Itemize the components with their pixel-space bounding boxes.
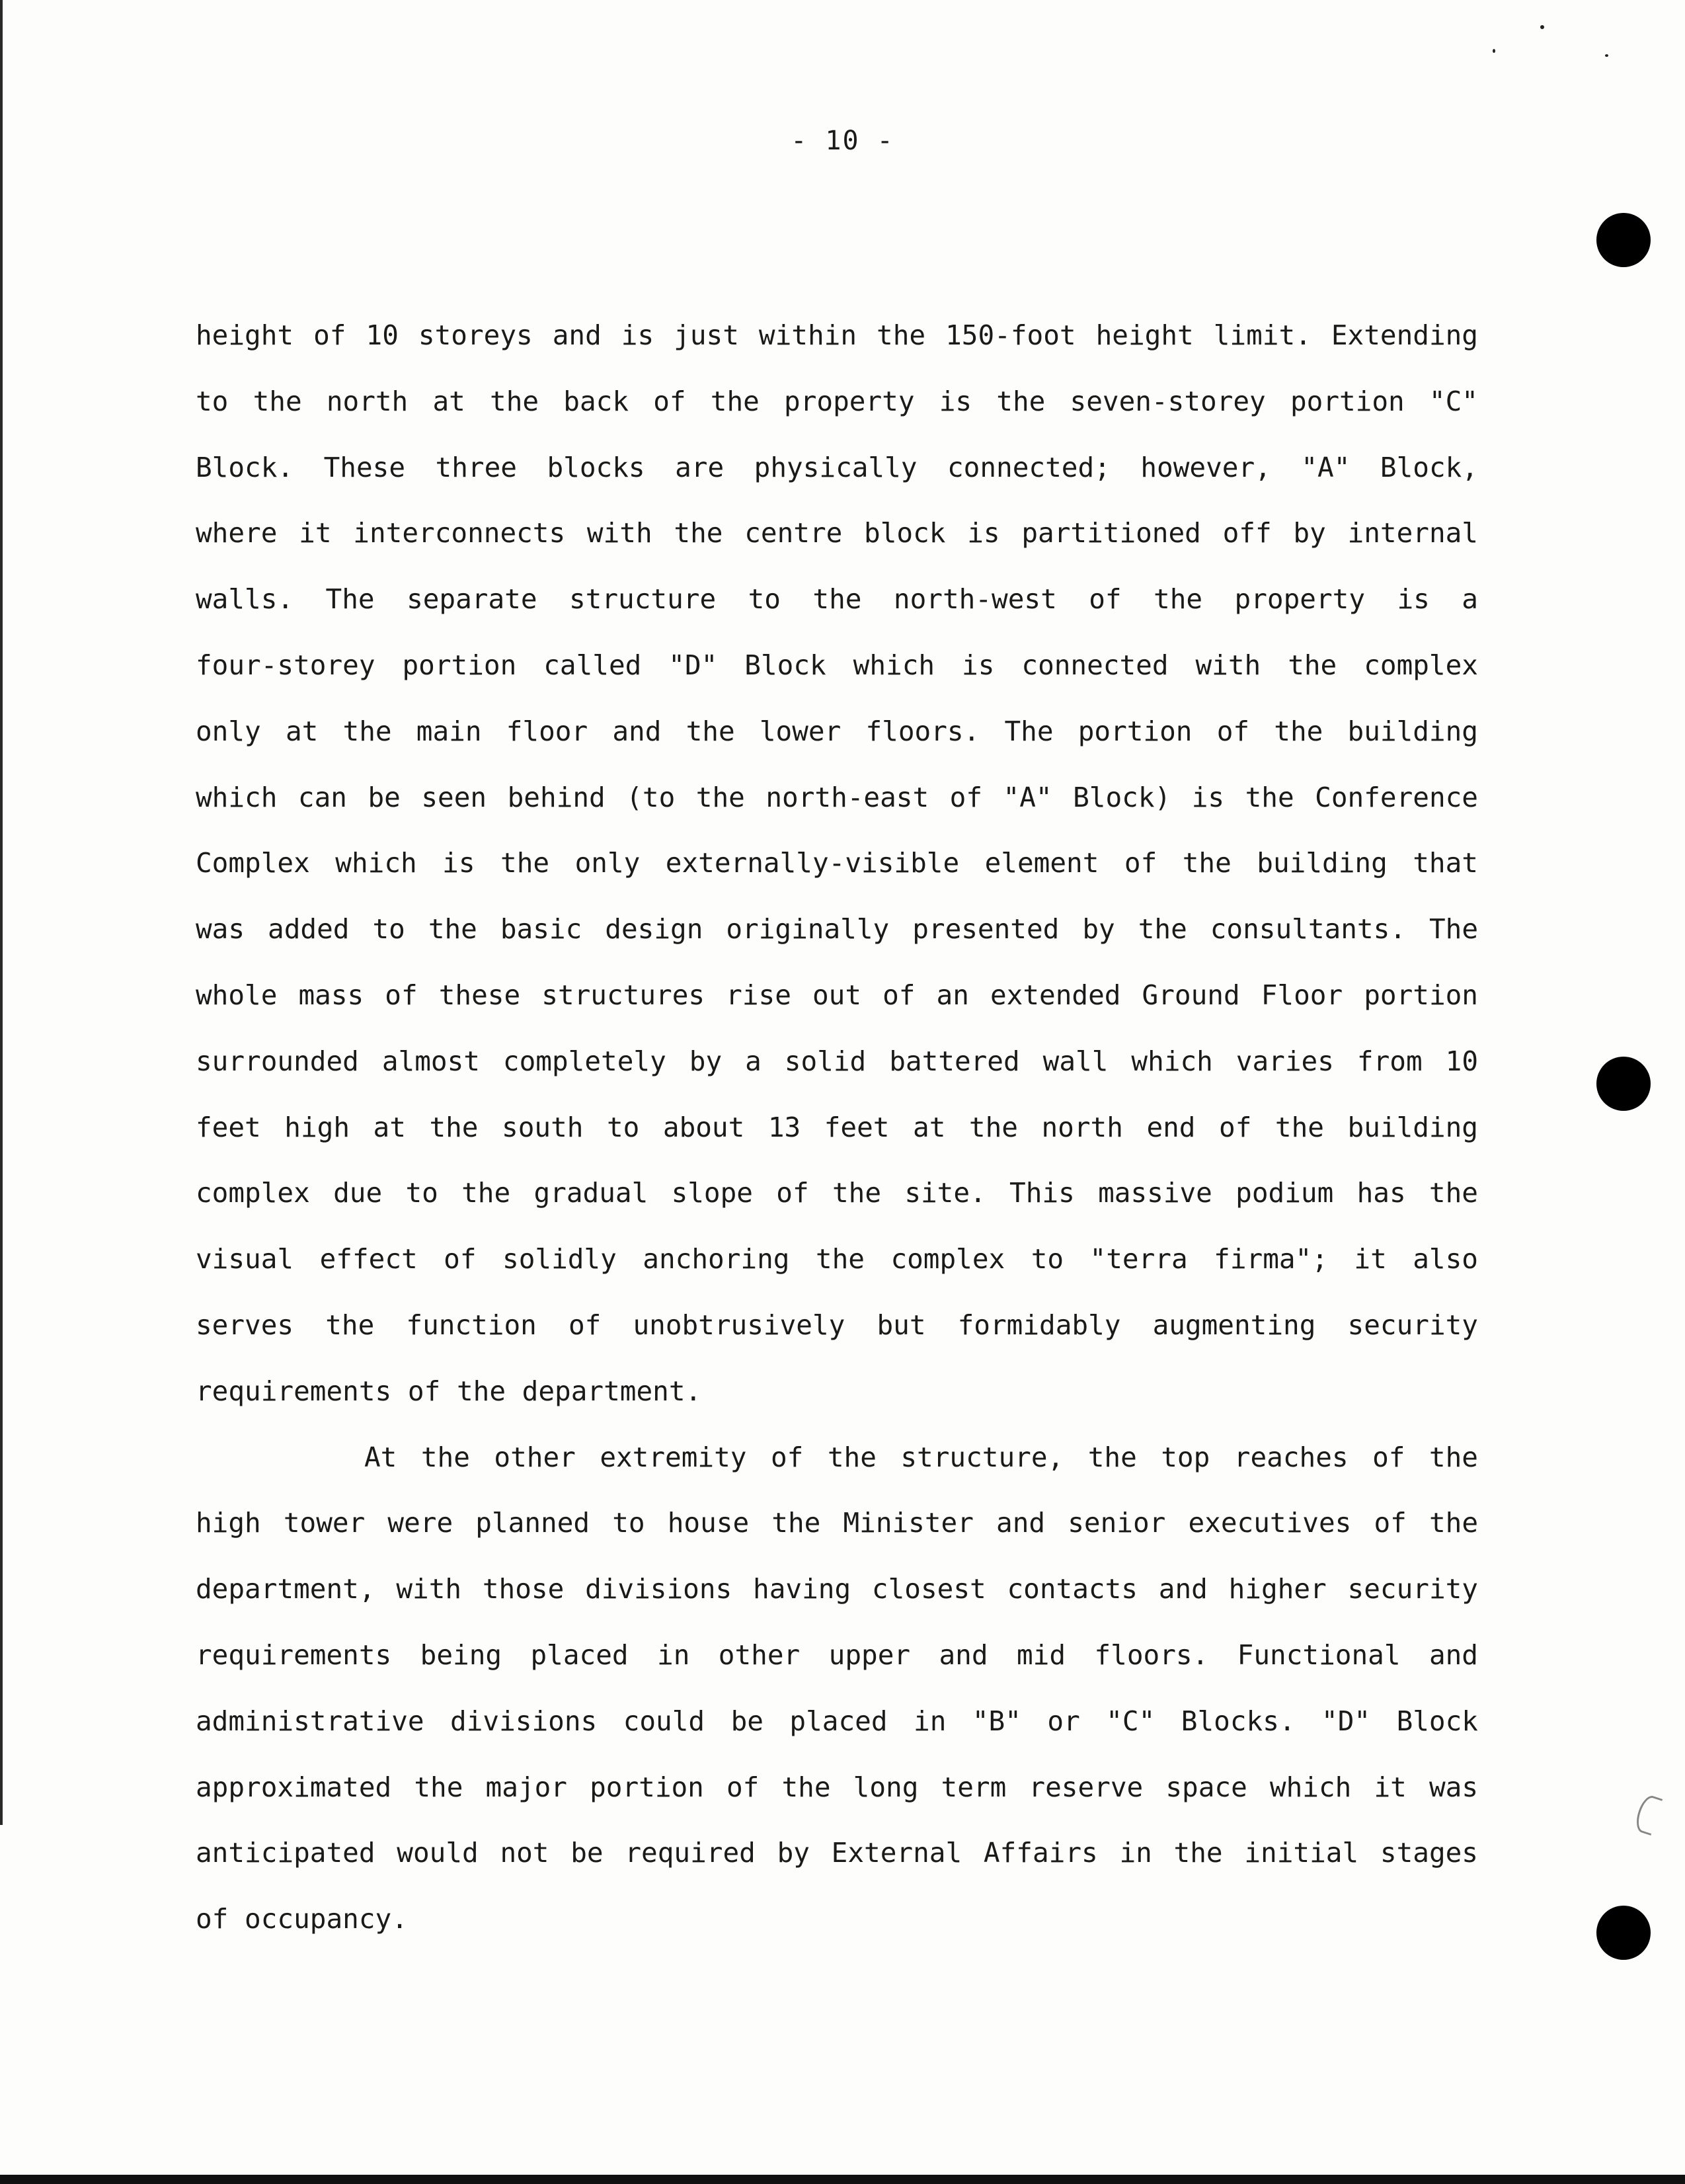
text-line: serves the function of unobtrusively but formidably augmenting security <box>196 1309 1478 1341</box>
text-line: approximated the major portion of the long term reserve space which it was <box>196 1771 1478 1803</box>
text-line: complex due to the gradual slope of the site. This massive podium has the <box>196 1177 1478 1209</box>
text-line: department, with those divisions having closest contacts and higher security <box>196 1573 1478 1605</box>
body-text <box>196 303 1478 1953</box>
text-line: feet high at the south to about 13 feet at the north end of the building <box>196 1111 1478 1143</box>
scan-speck <box>1493 49 1495 53</box>
text-line: walls. The separate structure to the north-west of the property is a <box>196 583 1478 616</box>
text-line: whole mass of these structures rise out of an extended Ground Floor portion <box>196 979 1478 1011</box>
text-line: requirements being placed in other upper and mid floors. Functional and <box>196 1638 1478 1671</box>
text-line: to the north at the back of the property is the seven-storey portion "C" <box>196 385 1478 417</box>
text-line: At the other extremity of the structure, the top reaches of the <box>364 1441 1478 1473</box>
text-line: four-storey portion called "D" Block which is connected with the complex <box>196 649 1478 681</box>
text-line: high tower were planned to house the Minister and senior executives of the <box>196 1507 1478 1539</box>
text-line: requirements of the department. <box>196 1375 702 1407</box>
page-number: - 10 - <box>791 126 894 156</box>
text-line: height of 10 storeys and is just within the 150-foot height limit. Extending <box>196 319 1478 351</box>
text-line: visual effect of solidly anchoring the complex to "terra firma"; it also <box>196 1243 1478 1275</box>
text-line: only at the main floor and the lower floors. The portion of the building <box>196 715 1478 747</box>
text-line: administrative divisions could be placed in "B" or "C" Blocks. "D" Block <box>196 1705 1478 1737</box>
scan-speck <box>1540 25 1544 29</box>
margin-pencil-mark <box>1633 1793 1663 1836</box>
text-line: anticipated would not be required by External Affairs in the initial stages <box>196 1837 1478 1869</box>
text-line: Block. These three blocks are physically connected; however, "A" Block, <box>196 451 1478 483</box>
text-line: surrounded almost completely by a solid battered wall which varies from 10 <box>196 1045 1478 1077</box>
text-line: was added to the basic design originally presented by the consultants. The <box>196 913 1478 946</box>
scan-left-edge <box>0 0 3 1825</box>
text-line: Complex which is the only externally-visible element of the building that <box>196 847 1478 879</box>
punch-hole-bottom <box>1596 1906 1651 1960</box>
text-line: which can be seen behind (to the north-east of "A" Block) is the Conference <box>196 781 1478 813</box>
scan-bottom-edge <box>0 2175 1685 2184</box>
punch-hole-middle <box>1596 1057 1651 1111</box>
scan-speck <box>1605 54 1608 57</box>
punch-hole-top <box>1596 213 1651 267</box>
text-line: of occupancy. <box>196 1903 408 1935</box>
text-line: where it interconnects with the centre block is partitioned off by internal <box>196 517 1478 549</box>
